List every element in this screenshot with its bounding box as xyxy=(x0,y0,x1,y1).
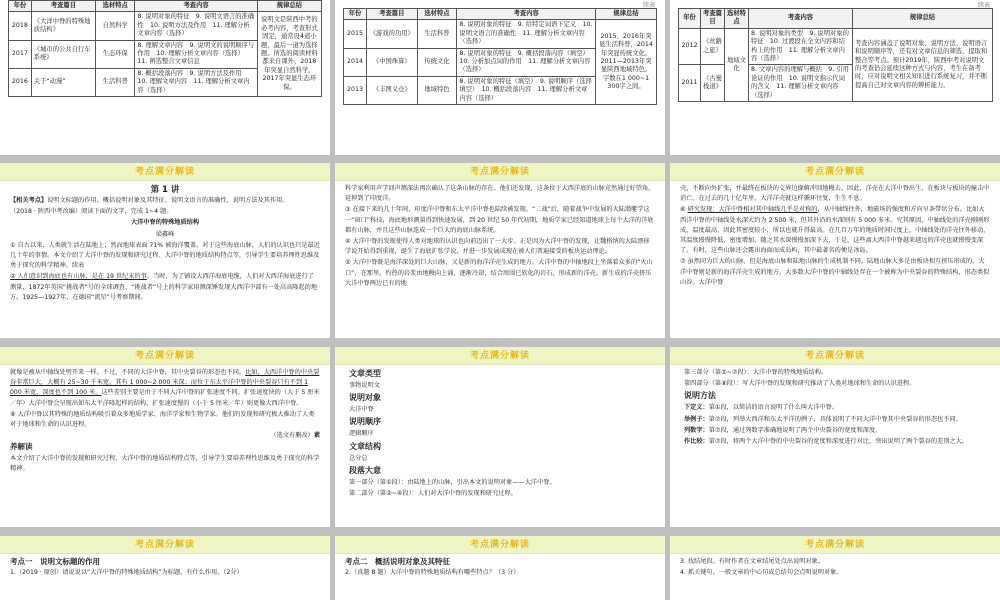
cell-year: 2011 xyxy=(679,65,701,102)
cell-content: 8. 说明对象的特征 9. 概括段落内容（填空） 10. 分析加点词的作用 11. 理解分析文章内容（选择） xyxy=(457,48,596,76)
method-text: 第⑦段，通过列数字准确地说明了两个中央裂谷的宽度和深度。 xyxy=(708,426,882,434)
slide-header-label: 考点满分解读 xyxy=(804,351,865,361)
cell-feature: 传统文化 xyxy=(417,48,457,76)
col-content: 考查内容 xyxy=(749,9,853,29)
slide-question-3 xyxy=(670,536,1000,600)
paragraph: ⑦ 虽然同为巨大的山脉，但是海底山脉和陆地山脉的生成机制不同。陆地山脉大多是由板块相互挤压形成的，大洋中脊则是新的海洋洋壳生成的地方。大多数大洋中脊的中轴线处存在一个被称为中央裂谷的特殊结构，形态类似山谷。大洋中脊 xyxy=(680,258,990,286)
underlined-text: 是在 19 世纪末的事 xyxy=(91,273,147,281)
related-label: 【相关考点】 xyxy=(10,197,48,204)
cell-title: 《丰图义仓》 xyxy=(367,76,417,104)
method-item xyxy=(684,437,990,447)
exam-table xyxy=(8,0,322,97)
structure-value: 总分总 xyxy=(349,454,368,462)
cell-content: 8. 概括段落内容 9. 说明方法及作用 10. 理解文章内容 11. 理解分析文章内容（选择） xyxy=(135,68,257,96)
paragraph-summary: 第三部分（第⑤~⑦段）：大洋中脊的特殊地质结构。 xyxy=(684,369,828,376)
paragraph-text: ，从中轴线往外，地磁场的强度和方向呈条带状分布。比如大西洋中脊的中轴线处水深大约为 2 500 米，但其外沿的水深则有 5 000 多米。究其原因，中轴线处的洋壳刚刚形成，温度最高，因此其密度较小，所以也就升得最高。在几百万年的地质时间尺度上，中轴线处的洋壳往外移动，其温度慢慢降低，密度增加，随之其水深慢慢加深下去，于是，这些离大西洋中脊越来越远的洋壳也就慢慢变深了。有时，这些山脉还会露出海面而成岛屿，其中最著名的便是冰岛。 xyxy=(680,206,990,255)
slide-exam-table-3 xyxy=(670,0,1000,155)
tip-item: 4. 抓关键句。一般文章的中心句或总结句会点明说明对象。 xyxy=(680,569,843,577)
slide-header xyxy=(0,347,330,365)
col-feature: 选材特点 xyxy=(417,9,457,20)
col-title: 考查篇目 xyxy=(701,9,725,29)
cell-feature: 地域特色 xyxy=(417,76,457,104)
section-title: 考点二 概括说明对象及其特征 xyxy=(345,557,450,566)
cell-feature: 地域文化 xyxy=(725,28,749,101)
slide-header xyxy=(0,163,330,181)
method-item xyxy=(684,426,990,436)
slide-exam-table-2 xyxy=(335,0,665,155)
source-tail: 素 xyxy=(313,432,320,440)
article-author: 梁鑫峰 xyxy=(155,230,175,238)
article-type-title: 文章类型 xyxy=(349,369,381,378)
paragraph-summary: 第一部分（第①段）：由陆地上的山脉，引出本文的说明对象——大洋中脊。 xyxy=(349,478,556,486)
method-label: 举例子： xyxy=(684,415,709,423)
col-year: 年份 xyxy=(344,9,367,20)
slide-header-label: 考点满分解读 xyxy=(134,351,195,361)
article-title: 大洋中脊的特殊地质结构 xyxy=(130,219,200,227)
method-text: 第⑦段，列举大西洋和东太平洋的例子，具体说明了不同大洋中脊其中央裂谷的形态也不同。 xyxy=(708,415,962,423)
col-content: 考查内容 xyxy=(457,9,596,20)
paragraph xyxy=(10,272,320,303)
underlined-text: 研究发现：大洋中脊相对其中轴线几乎是对称的 xyxy=(687,206,818,214)
slide-header xyxy=(335,536,665,554)
related-text: 说明文标题的作用、概括说明对象及其特征、说明文语言的准确性、说明方法及其作用。 xyxy=(47,197,289,204)
slide-header-label: 考点满分解读 xyxy=(804,167,865,177)
method-item xyxy=(684,403,990,413)
cell-year: 2013 xyxy=(344,76,367,104)
exam-table xyxy=(678,8,993,102)
paragraph-summary-title: 段落大意 xyxy=(349,465,381,475)
cell-title: 《丝路之旅》 xyxy=(701,28,725,65)
source-note: （选文有删改） xyxy=(270,432,314,440)
col-title: 考查篇目 xyxy=(31,1,95,12)
slide-reading-1 xyxy=(0,163,330,338)
paragraph: 壳，不断向外扩张，并最终在板块的交界边缘俯冲回地幔去。因此，洋壳在大洋中脊出生，在板块与板块的撞击中消亡。在过去的几十亿年里，大洋洋壳就这样循环往复，生生不息。 xyxy=(680,185,990,203)
slide-header-label: 考点满分解读 xyxy=(134,167,195,177)
cell-title: 《游戏的功用》 xyxy=(367,20,417,48)
table-row xyxy=(679,28,993,65)
slide-header-label: 考点满分解读 xyxy=(469,351,530,361)
qa-text: 本文介绍了大洋中脊的发现和研究过程、大洋中脊的地质结构特点等，引导学生要培养理性思维及勇于探究的科学精神。 xyxy=(10,454,320,472)
source-line: （2018 · 陕西中考改编）阅读下面的文字，完成 1~4 题。 xyxy=(10,208,173,216)
slide-exam-table-1 xyxy=(0,0,330,155)
slide-header-label: 考点满分解读 xyxy=(469,167,530,177)
question-text: 2.（真题 8 题）大洋中脊的特殊地质结构有哪些特点？（3 分） xyxy=(345,569,520,577)
cell-feature: 生态环保 xyxy=(96,40,135,68)
paragraph xyxy=(10,368,320,409)
paragraph xyxy=(680,205,990,256)
slide-analysis-2 xyxy=(670,347,1000,527)
slide-header xyxy=(0,536,330,554)
section-title: 考点一 说明文标题的作用 xyxy=(10,557,100,566)
cell-feature: 生活科普 xyxy=(96,68,135,96)
paragraph-summary: 第四部分（第⑧段）：写大洋中脊的发现和研究推动了人类对地球和生命的认识进程。 xyxy=(684,380,916,388)
method-item xyxy=(684,415,990,425)
paragraph-summary: 第二部分（第②~④段）：人们对大洋中脊的发现和研究过程。 xyxy=(349,490,517,498)
exam-table xyxy=(343,8,657,105)
col-title: 考查篇目 xyxy=(367,9,417,20)
method-title: 说明方法 xyxy=(684,391,716,401)
slide-question-2 xyxy=(335,536,665,600)
cell-year: 2014 xyxy=(344,48,367,76)
paragraph-text: ⑥ xyxy=(680,206,688,214)
question-text: 1.（2019 · 原创）请说说以“大洋中脊的特殊地质结构”为标题，有什么作用。（2分） xyxy=(10,569,243,577)
paragraph: ④ 大洋中脊的发现使得人类对地球的认识也向前迈出了一大步。正是因为大洋中脊的发现，让魏格纳的大陆漂移学说开始得到重视，诞生了海底扩张学说，并进一步发展成现在被人们普遍接受的板块运动理论。 xyxy=(345,238,650,256)
method-text: 第①段，以简洁的语言说明了什么叫大洋中脊。 xyxy=(708,404,839,412)
col-summary: 规律总结 xyxy=(257,1,321,12)
slide-reading-4 xyxy=(0,347,330,527)
object-value: 大洋中脊 xyxy=(349,406,374,414)
lecture-title: 第 1 讲 xyxy=(150,185,180,195)
col-year: 年份 xyxy=(679,9,701,29)
slide-header xyxy=(335,347,665,365)
paragraph-text: 。当时，为了铺设大西洋海底电缆，人们对大西洋海底进行了测量，1872年英国“挑战者”号的全球调查、“挑战者”号上的科学家用测深锤发现大西洋中部有一处高高隆起的地方。1925—1927年，在德国“流星”号考察期间。 xyxy=(10,273,318,301)
paragraph: ⑧ 大洋中脊以其特殊的地质结构吸引着众多地质学家、海洋学家和生物学家。他们的发现和研究极大推动了人类对于地球和生命的认识进程。 xyxy=(10,410,315,429)
cell-year: 2018 xyxy=(9,12,32,40)
cell-content: 8. 理解文章内容 9. 说明文的说明顺序与作用 10. 理解分析文章内容（选择） 11. 辨选整合文章信息 xyxy=(135,40,257,68)
cell-feature: 生活科普 xyxy=(417,20,457,48)
slide-reading-3 xyxy=(670,163,1000,338)
order-title: 说明顺序 xyxy=(349,417,381,427)
col-summary: 规律总结 xyxy=(853,9,993,29)
paragraph: ⑤ 大洋中脊既是海洋深处的巨大山脉，又是新的海洋洋壳生成的地方。大洋中脊的中轴地段上坐落着众多的“火山口”，在那里，灼热的岩浆由地幔向上涌，逐渐冷却，结合周围已软化的岩石，形成新的洋壳。新生成的洋壳挤压大洋中脊两边已有的地 xyxy=(345,259,653,287)
col-year: 年份 xyxy=(9,1,32,12)
paragraph: ① 自古以来，人类就生活在陆地上；然而地球表面 71% 被海洋覆盖。对于这些海底山脉，人们的认识也只是最近几十年的事情。本文介绍了大洋中脊的发现和研究过程、大洋中脊的地质结构特点等，引导学生要培养理性思维及勇于探究的科学精神。续表 xyxy=(10,241,320,270)
paragraph: 科学家利用声学回声测深法再次确认了这条山脉的存在。他们还发现，这条位于大西洋底的山脉竟然通过好望角，延伸到了印度洋。 xyxy=(345,185,655,203)
tip-item: 3. 找结尾段。有时作者在文章结尾处点出说明对象。 xyxy=(680,558,824,565)
col-content: 考查内容 xyxy=(135,1,257,12)
cell-title: 《古蜀栈道》 xyxy=(701,65,725,102)
cell-title: 关于“动漫” xyxy=(31,68,95,96)
slide-header-label: 考点满分解读 xyxy=(469,540,530,550)
method-label: 作比较： xyxy=(684,438,709,446)
cell-content: 8. 说明对象的特征（填空） 9. 说明顺序（选择填空） 10. 概括段落内容 11. 理解分析文章内容（选择） xyxy=(457,76,596,104)
cell-content: 8. 说明对象的类型 9. 说明对象的特征 10. 过渡段在全文内容和结构上的作用 11. 理解分析文章内容（选择） xyxy=(749,28,853,65)
cell-summary: 说明文是陕西中考的必考内容，考查形式固定，通常设4道小题，最后一道为选择题。所选的阅读材料都来自课外，2018年突显自然科学，2017年突显生态环保。 xyxy=(257,12,321,97)
cell-year: 2017 xyxy=(9,40,32,68)
cell-content: 8. 说明对象的特征 9. 说明文语言的准确性 10. 说明方法及作用 11. 理解分析文章内容（选择） xyxy=(135,12,257,40)
cell-year: 2012 xyxy=(679,28,701,65)
object-title: 说明对象 xyxy=(349,393,381,403)
method-label: 下定义： xyxy=(684,404,709,412)
order-value: 逻辑顺序 xyxy=(349,430,374,438)
underlined-text: ② 人们意识到海底也有山脉， xyxy=(10,273,92,281)
slide-header xyxy=(670,536,1000,554)
slide-analysis-1 xyxy=(335,347,665,527)
method-text: 第⑦段，将两个大洋中脊的中央裂谷的宽度和深度进行对比，突出说明了两个裂谷的差别之大。 xyxy=(708,438,968,446)
paragraph-text: 这些差别主要是由于不同大洋中脊的扩张速度不同。扩张速度快的（大于 5 厘米／年）大洋中脊会呈现出如东太平洋隆起样的结构，扩张速度慢的（小于 5 厘米／年）则更像大西洋中脊。 xyxy=(10,389,320,407)
method-label: 列数字： xyxy=(684,426,709,434)
structure-title: 文章结构 xyxy=(349,441,381,451)
col-feature: 选材特点 xyxy=(96,1,135,12)
slide-header xyxy=(335,163,665,181)
slide-header xyxy=(670,163,1000,181)
slide-header xyxy=(670,347,1000,365)
article-type-value: 事物说明文 xyxy=(349,382,380,389)
col-feature: 选材特点 xyxy=(725,9,749,29)
cell-title: 《城市的公共自行车系统》 xyxy=(31,40,95,68)
cell-title: 《大洋中脊的特殊地质结构》 xyxy=(31,12,95,40)
slide-question-1 xyxy=(0,536,330,600)
slide-header-label: 考点满分解读 xyxy=(134,540,195,550)
cell-title: 《中国珠算》 xyxy=(367,48,417,76)
cell-year: 2016 xyxy=(9,68,32,96)
cell-year: 2015 xyxy=(344,20,367,48)
cell-summary: 2015、2016年突显生活科普，2014年突显传统文化，2011—2013年突显陕西地域特色。字数在1 000~1 300字之间。 xyxy=(596,20,657,105)
cell-feature: 自然科学 xyxy=(96,12,135,40)
cell-summary: 考查内容涵盖了说明对象、说明方法、说明语言和说明顺序等，还有对文章信息的筛选、提取和整合等考点。预计2019年，陕西中考对说明文的考查仍会延续这种方式与内容，考生在备考时，应对说明文相关知识进行系统复习，并不断提高自己对文章内容的辨析能力。 xyxy=(853,28,993,101)
cell-content: 8. 文章内容的理解与概括 9. 引用论证的作用 10. 说明文指示代词的含义 11. 理解分析文章内容（选择） xyxy=(749,65,853,102)
continued-note: 续表 xyxy=(977,2,990,9)
paragraph: ③ 在接下来的几十年间，印度洋中脊和东太平洋中脊也陆续被发现。“二战”后，随着战争中发展的大陆潜艇学这一“窗口”科技，海底地形测量得到快速发展，到 20 世纪 50 年代初期，地质学家已经知道地球上每个大洋的洋底都有山脉，并且这些山脉连成一个巨大的海底山脉系统。 xyxy=(345,206,654,234)
table-row xyxy=(344,20,657,48)
continued-note: 续表 xyxy=(642,2,655,9)
slide-reading-2 xyxy=(335,163,665,338)
underlined-text: 比如，大西洋中脊的中央裂谷非常巨大，大概有 25~30 千米宽，其有 1 000~2 000 米深；而位于东太平洋中脊的中央裂谷只有不到 1 000 米宽，深度也不到 100 米。 xyxy=(10,369,320,397)
slide-header-label: 考点满分解读 xyxy=(804,540,865,550)
col-summary: 规律总结 xyxy=(596,9,657,20)
table-row xyxy=(9,12,322,40)
qa-title: 养解读 xyxy=(10,442,33,452)
cell-content: 8. 说明对象的特征 9. 给特定词语下定义 10. 说明文语言的准确性 11. 理解分析文章内容（选择） xyxy=(457,20,596,48)
paragraph-text: 就像是被从中轴线处劈开来一样。不过，不同的大洋中脊，其中央裂谷的形态也不同。 xyxy=(10,369,246,376)
